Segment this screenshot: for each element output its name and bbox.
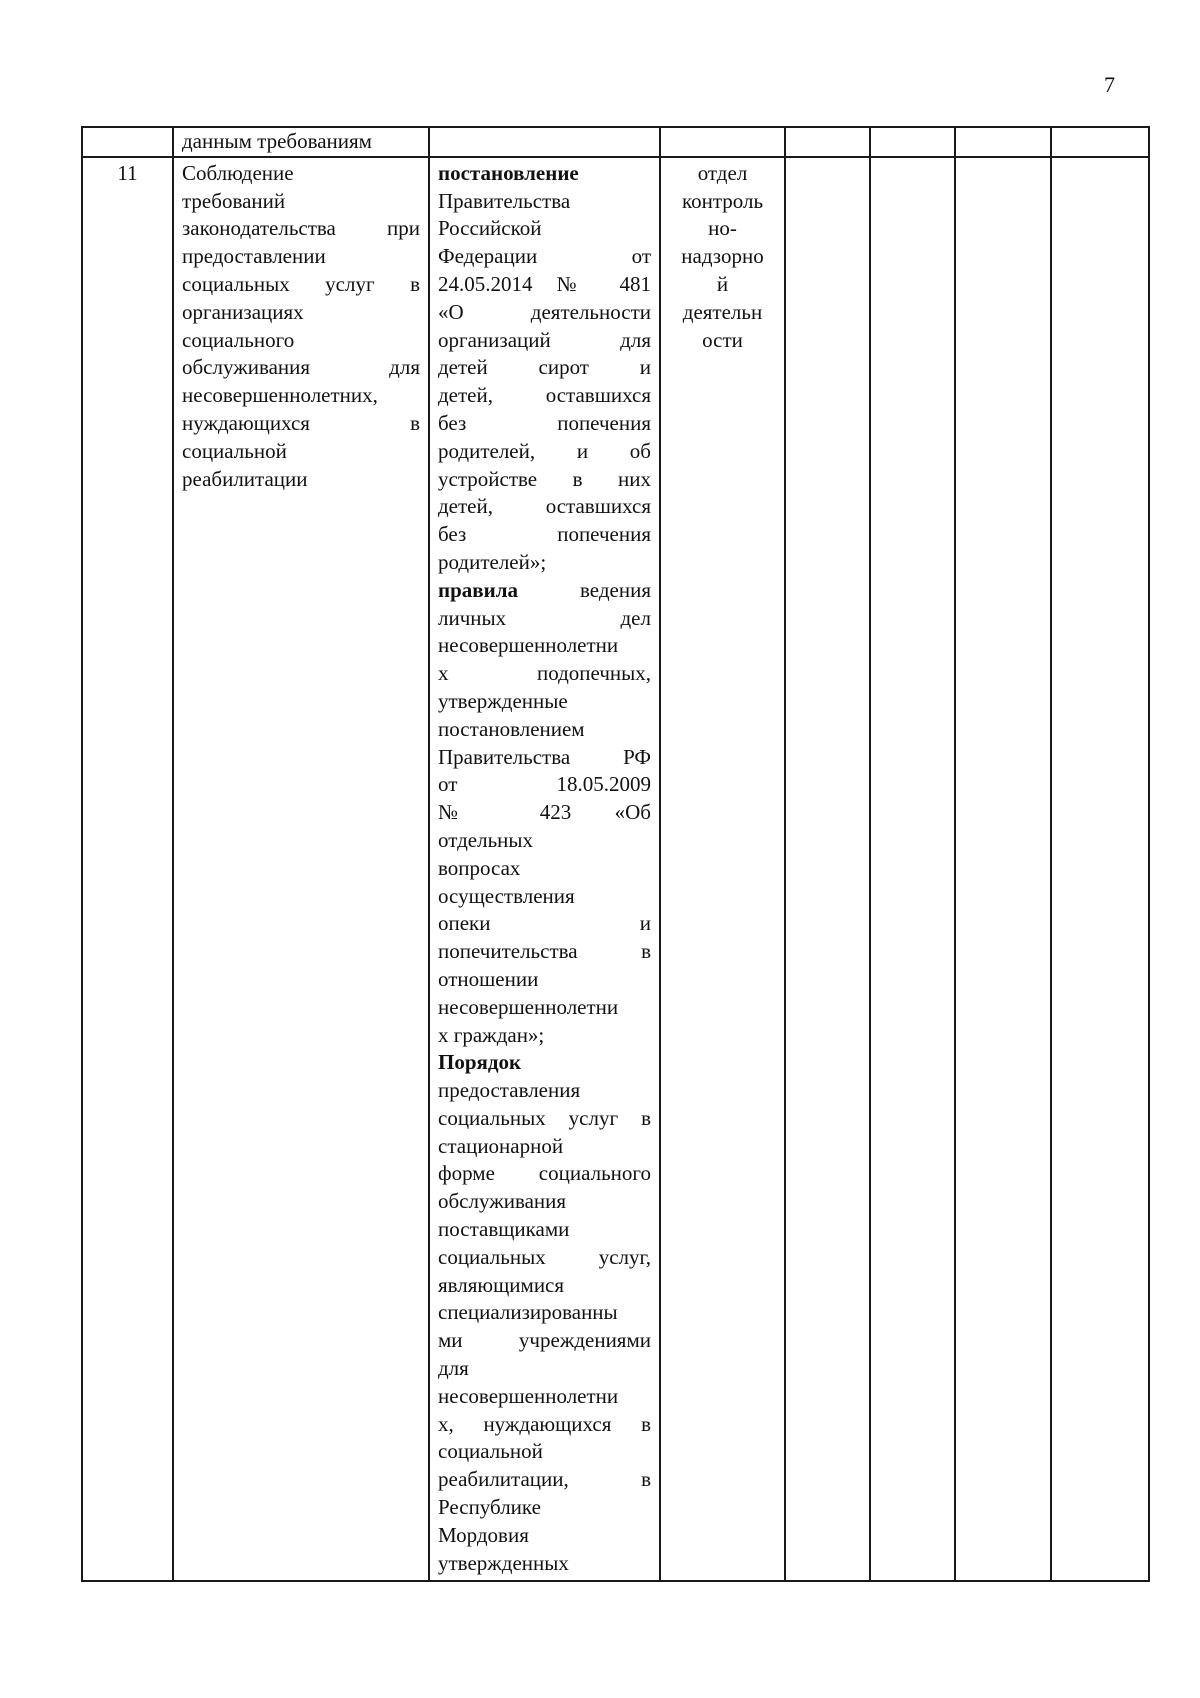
legal-act-line: устройстве в них xyxy=(438,466,651,491)
department-cell xyxy=(660,157,785,1581)
legal-act-line: х подопечных, xyxy=(438,661,651,686)
requirement-cell xyxy=(173,157,429,1581)
legal-act-line: стационарной xyxy=(438,1133,564,1158)
cell-empty xyxy=(785,157,870,1581)
requirement-line: несовершеннолетних, xyxy=(182,383,378,408)
continuation-row xyxy=(82,127,1149,157)
requirement-line: законодательства при xyxy=(182,216,420,241)
department-line: ости xyxy=(702,327,743,352)
legal-act-line: без попечения xyxy=(438,522,651,547)
legal-acts-text xyxy=(438,160,651,1578)
department-line: но- xyxy=(708,216,737,241)
legal-act-line: х граждан»; xyxy=(438,1022,545,1047)
legal-act-line: опеки и xyxy=(438,911,651,936)
requirement-text xyxy=(182,160,420,494)
department-line: деятельн xyxy=(682,299,763,324)
legal-act-line: х, нуждающихся в xyxy=(438,1411,651,1436)
requirement-line: реабилитации xyxy=(182,466,308,491)
cell-empty xyxy=(785,127,870,157)
legal-act-line: утвержденных xyxy=(438,1550,569,1575)
cell-empty xyxy=(870,157,955,1581)
page-number: 7 xyxy=(1104,72,1115,97)
legal-act-line: детей сирот и xyxy=(438,355,651,380)
legal-acts-cell xyxy=(429,157,660,1581)
legal-act-line: несовершеннолетни xyxy=(438,633,619,658)
legal-act-line: Мордовия xyxy=(438,1522,529,1547)
legal-act-line: форме социального xyxy=(438,1161,651,1186)
legal-act-line: социальной xyxy=(438,1439,543,1464)
cell-empty xyxy=(955,157,1051,1581)
legal-act-line: детей, оставшихся xyxy=(438,383,651,408)
cell-empty xyxy=(429,127,660,157)
legal-act-line: без попечения xyxy=(438,410,651,435)
legal-act-line: родителей, и об xyxy=(438,438,651,463)
cell-empty xyxy=(660,127,785,157)
legal-act-line: попечительства в xyxy=(438,939,651,964)
legal-act-line: несовершеннолетни xyxy=(438,1383,619,1408)
requirement-line: требований xyxy=(182,188,286,213)
legal-act-line: несовершеннолетни xyxy=(438,994,619,1019)
legal-act-line: от 18.05.2009 xyxy=(438,772,651,797)
regulatory-table xyxy=(81,126,1150,1582)
legal-act-line: Республике xyxy=(438,1495,541,1520)
requirement-line: нуждающихся в xyxy=(182,410,420,435)
legal-act-line: правила ведения xyxy=(438,577,651,602)
legal-act-line: Российской xyxy=(438,216,542,241)
legal-act-line: личных дел xyxy=(438,605,651,630)
requirement-line: предоставлении xyxy=(182,244,326,269)
requirement-line: социального xyxy=(182,327,295,352)
legal-act-line: ми учреждениями xyxy=(438,1328,651,1353)
legal-act-line: постановление xyxy=(438,160,579,185)
requirement-line: Соблюдение xyxy=(182,160,294,185)
legal-act-line: утвержденные xyxy=(438,688,568,713)
legal-act-line: осуществления xyxy=(438,883,575,908)
legal-act-line: являющимися xyxy=(438,1272,565,1297)
cell-empty xyxy=(1051,157,1149,1581)
legal-act-line: постановлением xyxy=(438,716,585,741)
legal-act-line: для xyxy=(438,1356,469,1381)
cell-number-empty xyxy=(82,127,173,157)
row-number: 11 xyxy=(117,160,138,185)
legal-act-line: поставщиками xyxy=(438,1217,570,1242)
legal-act-line: обслуживания xyxy=(438,1189,567,1214)
legal-act-line: отношении xyxy=(438,966,539,991)
legal-act-line: Правительства xyxy=(438,188,571,213)
legal-act-line: «О деятельности xyxy=(438,299,651,324)
legal-act-line: специализированны xyxy=(438,1300,618,1325)
department-line: надзорно xyxy=(681,244,764,269)
legal-act-line: 24.05.2014 № 481 xyxy=(438,271,651,296)
row-number-cell xyxy=(82,157,173,1581)
legal-act-line: отдельных xyxy=(438,827,534,852)
cell-empty xyxy=(955,127,1051,157)
requirement-continuation-text: данным требованиям xyxy=(182,129,372,153)
legal-act-line: предоставления xyxy=(438,1078,581,1103)
legal-act-line: организаций для xyxy=(438,327,651,352)
cell-empty xyxy=(1051,127,1149,157)
legal-act-line: вопросах xyxy=(438,855,521,880)
legal-act-line: социальных услуг, xyxy=(438,1244,651,1269)
legal-act-line: Федерации от xyxy=(438,244,651,269)
department-line: отдел xyxy=(697,160,748,185)
legal-act-line: Порядок xyxy=(438,1050,522,1075)
requirement-line: социальной xyxy=(182,438,287,463)
table-row-11 xyxy=(82,157,1149,1581)
cell-requirement-continuation xyxy=(173,127,429,157)
requirement-line: обслуживания для xyxy=(182,355,420,380)
requirement-line: организациях xyxy=(182,299,304,324)
legal-act-line: № 423 «Об xyxy=(438,800,651,825)
department-line: й xyxy=(716,271,729,296)
legal-act-line: родителей»; xyxy=(438,549,547,574)
legal-act-line: социальных услуг в xyxy=(438,1105,651,1130)
legal-act-line: Правительства РФ xyxy=(438,744,651,769)
department-line: контроль xyxy=(681,188,764,213)
cell-empty xyxy=(870,127,955,157)
legal-act-line: детей, оставшихся xyxy=(438,494,651,519)
legal-act-line: реабилитации, в xyxy=(438,1467,651,1492)
department-text xyxy=(669,160,776,355)
requirement-line: социальных услуг в xyxy=(182,271,420,296)
